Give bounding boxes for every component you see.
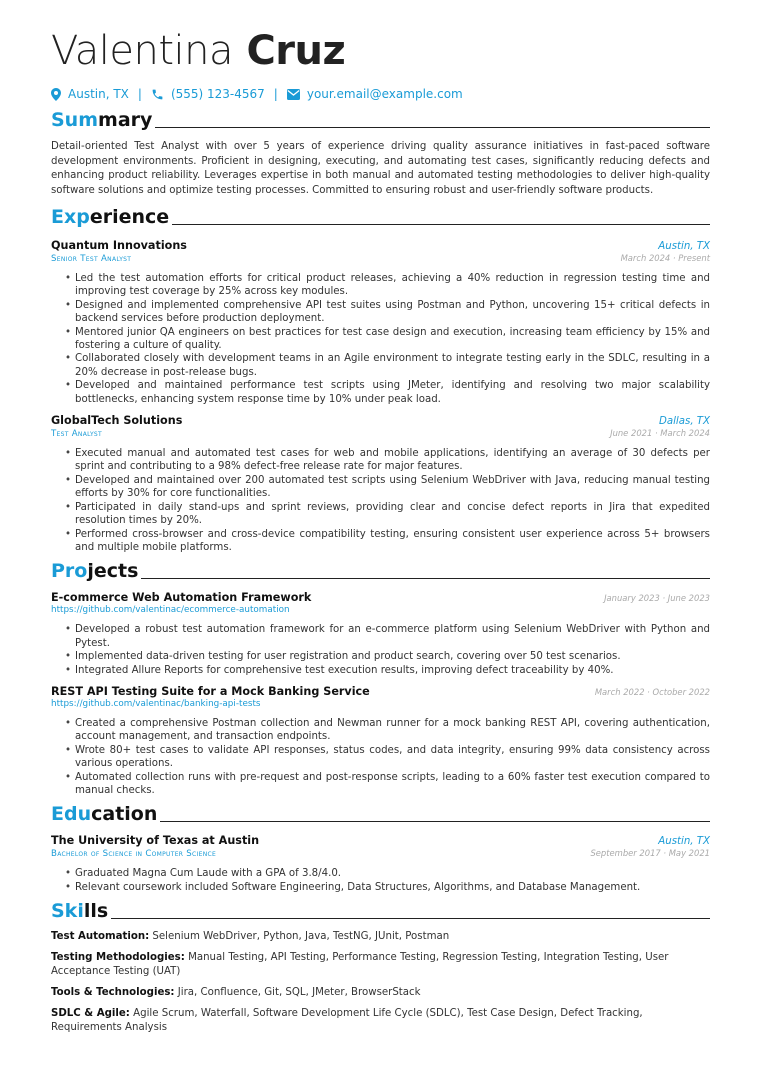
contact-location: [51, 87, 129, 101]
company-name: Quantum Innovations: [51, 239, 187, 252]
heading-rest: mary: [98, 109, 153, 131]
education-bullets: [51, 867, 710, 894]
list-item: • Mentored junior QA engineers on best practices for test case design and execution, increasing team efficiency by 15% and fostering a culture of quality.: [75, 326, 710, 353]
list-item: • Relevant coursework included Software Engineering, Data Structures, Algorithms, and Database Management.: [75, 881, 710, 894]
project-entry: [51, 591, 710, 677]
heading-rest: cation: [91, 803, 158, 826]
phone-icon: [151, 88, 164, 101]
experience-entry: [51, 414, 710, 554]
list-item: • Executed manual and automated test cases for web and mobile applications, identifying an average of 30 defects per sprint and contributing to a 98% defect-free release rate for major features.: [75, 447, 710, 474]
location-text: Austin, TX: [68, 87, 129, 101]
skill-row: [51, 951, 710, 979]
candidate-name: [51, 28, 710, 74]
list-item: • Developed and maintained over 200 automated test scripts using Selenium WebDriver with Java, reducing manual testing efforts by 30% for core functionalities.: [75, 474, 710, 501]
experience-entry: [51, 239, 710, 406]
company-name: GlobalTech Solutions: [51, 414, 183, 428]
skill-value: Selenium WebDriver, Python, Java, TestNG, JUnit, Postman: [152, 931, 450, 943]
project-date: March 2022 · October 2022: [594, 686, 710, 697]
project-date: January 2023 · June 2023: [604, 593, 710, 604]
heading-rest: jects: [87, 560, 139, 583]
project-link[interactable]: https://github.com/valentinac/ecommerce-automation: [51, 605, 290, 616]
heading-accent: Edu: [51, 803, 92, 826]
skills-heading: [51, 900, 710, 922]
school-name: The University of Texas at Austin: [51, 834, 260, 848]
skill-value: Jira, Confluence, Git, SQL, JMeter, BrowserStack: [177, 987, 421, 999]
section-rule: [155, 127, 710, 128]
heading-rest: lls: [83, 900, 109, 923]
job-date: March 2024 · Present: [620, 253, 710, 263]
section-rule: [160, 821, 710, 822]
experience-heading: [51, 206, 710, 228]
skill-value: Agile Scrum, Waterfall, Software Development Life Cycle (SDLC), Test Case Design, Defect Tracking, Requirements Analysis: [51, 1008, 643, 1034]
projects-heading: [51, 560, 710, 582]
contact-bar: [51, 86, 710, 102]
project-name: REST API Testing Suite for a Mock Banking Service: [51, 684, 370, 698]
list-item: • Developed a robust test automation framework for an e-commerce platform using Selenium WebDriver with Python and Pytest.: [75, 623, 710, 650]
heading-rest: erience: [89, 206, 170, 228]
project-name: E-commerce Web Automation Framework: [51, 591, 312, 605]
section-rule: [172, 224, 710, 225]
heading-accent: Sum: [51, 109, 99, 131]
contact-separator: |: [273, 87, 278, 101]
list-item: • Created a comprehensive Postman collection and Newman runner for a mock banking REST API, covering authentication, account management, and transaction endpoints.: [75, 717, 710, 744]
contact-separator: |: [137, 87, 142, 101]
list-item: • Led the test automation efforts for critical product releases, achieving a 40% reduction in regression testing time and improving test coverage by 25% across key modules.: [75, 272, 710, 299]
skill-label: Tools & Technologies:: [51, 987, 175, 999]
education-heading: [51, 803, 710, 825]
education-date: September 2017 · May 2021: [590, 848, 710, 859]
list-item: • Wrote 80+ test cases to validate API responses, status codes, and data integrity, ensuring 99% data consistency across various operations.: [75, 744, 710, 771]
skill-label: Test Automation:: [51, 931, 150, 943]
skills-list: [51, 930, 710, 1035]
list-item: • Participated in daily stand-ups and sprint reviews, providing clear and concise defect reports in Jira that expedited resolution times by 20%.: [75, 501, 710, 528]
list-item: • Developed and maintained performance test scripts using JMeter, identifying and resolving two major scalability bottlenecks, enhancing system response time by 10% under peak load.: [75, 379, 710, 406]
skill-label: SDLC & Agile:: [51, 1008, 130, 1020]
skill-row: [51, 930, 710, 944]
summary-text: Detail-oriented Test Analyst with over 5 years of experience driving quality assurance initiatives in fast-paced software development environments. Proficient in designing, executing, and automating test cases, significantly reducing defects and enhancing product reliability. Leverages expertise in both manual and automated testing methodologies to deliver high-quality software solutions and optimize testing processes. Committed to ensuring robust and user-friendly software products.: [51, 141, 710, 196]
heading-accent: Pro: [51, 560, 88, 583]
skill-row: [51, 1007, 710, 1035]
skill-row: [51, 986, 710, 1000]
list-item: • Graduated Magna Cum Laude with a GPA of 3.8/4.0.: [75, 867, 710, 880]
education-entry: [51, 834, 710, 894]
list-item: • Designed and implemented comprehensive API test suites using Postman and Python, uncovering 15+ critical defects in backend services before production deployment.: [75, 299, 710, 326]
project-entry: [51, 685, 710, 797]
envelope-icon: [287, 89, 300, 100]
job-bullets: [51, 272, 710, 406]
contact-phone[interactable]: [151, 87, 265, 101]
summary-heading: [51, 109, 710, 131]
project-link[interactable]: https://github.com/valentinac/banking-api-tests: [51, 698, 261, 709]
contact-email[interactable]: [287, 87, 463, 101]
section-rule: [111, 918, 710, 919]
section-rule: [141, 578, 710, 579]
job-location: Austin, TX: [658, 241, 710, 252]
email-text: your.email@example.com: [306, 87, 463, 101]
job-bullets: [51, 447, 710, 554]
list-item: • Collaborated closely with development teams in an Agile environment to integrate testing early in the SDLC, resulting in a 20% decrease in post-release bugs.: [75, 352, 710, 379]
heading-accent: Exp: [51, 206, 90, 228]
school-location: Austin, TX: [658, 836, 710, 848]
list-item: • Integrated Allure Reports for comprehensive test execution results, improving defect traceability by 40%.: [75, 664, 710, 677]
project-bullets: [51, 623, 710, 677]
skill-value: Manual Testing, API Testing, Performance Testing, Regression Testing, Integration Testing, User Acceptance Testing (UAT): [51, 952, 669, 978]
project-bullets: [51, 717, 710, 797]
list-item: • Automated collection runs with pre-request and post-response scripts, leading to a 60% faster test execution compared to manual checks.: [75, 771, 710, 798]
phone-text: (555) 123-4567: [170, 87, 265, 101]
job-title: Test Analyst: [51, 429, 103, 440]
list-item: • Performed cross-browser and cross-device compatibility testing, ensuring consistent user experience across 5+ browsers and multiple mobile platforms.: [75, 528, 710, 555]
heading-accent: Ski: [51, 900, 84, 923]
last-name: Cruz: [246, 28, 346, 74]
job-date: June 2021 · March 2024: [610, 428, 710, 439]
first-name: Valentina: [51, 28, 234, 74]
job-title: Senior Test Analyst: [51, 254, 132, 264]
map-marker-icon: [51, 88, 61, 101]
list-item: • Implemented data-driven testing for user registration and product search, covering over 50 test scenarios.: [75, 650, 710, 663]
job-location: Dallas, TX: [659, 416, 710, 428]
degree-title: Bachelor of Science in Computer Science: [51, 849, 217, 860]
skill-label: Testing Methodologies:: [51, 952, 185, 964]
